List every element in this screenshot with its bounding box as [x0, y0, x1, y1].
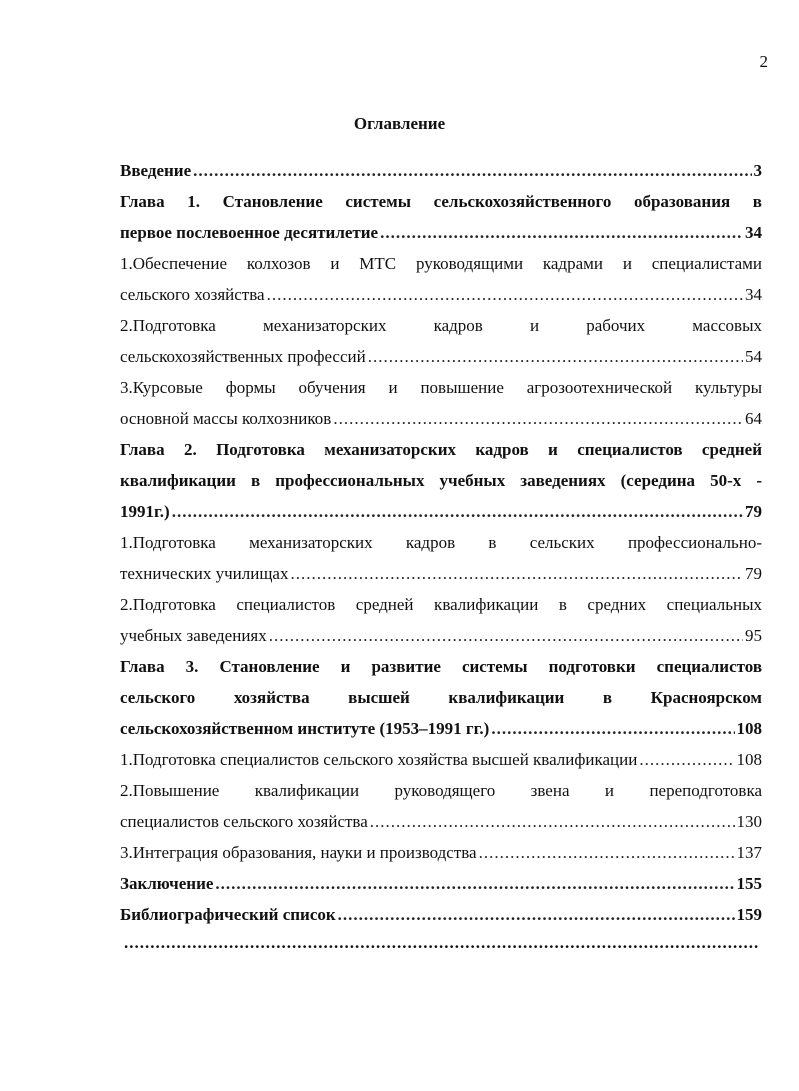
toc-entry-final-line [120, 744, 762, 775]
toc-page-number: 3 [753, 161, 762, 180]
toc-entry-line: квалификации в профессиональных учебных заведениях (середина 50-х - [120, 471, 762, 490]
toc-entry[interactable] [120, 744, 762, 775]
toc-entry-line: 2.Подготовка механизаторских кадров и рабочих массовых [120, 316, 762, 335]
toc-entry-title: основной массы колхозников [120, 409, 332, 428]
toc-entry[interactable] [120, 372, 762, 434]
toc-entry-line: 3.Курсовые формы обучения и повышение агрозоотехнической культуры [120, 378, 762, 397]
toc-page-number: 155 [736, 874, 762, 893]
toc-page-number: 79 [745, 564, 762, 583]
toc-page-number: 64 [745, 409, 762, 428]
dot-leader [290, 558, 743, 589]
toc-entry[interactable] [120, 155, 762, 186]
dot-leader [338, 899, 735, 930]
toc-entry-line: 2.Повышение квалификации руководящего звена и переподготовка [120, 781, 762, 800]
toc-entry-final-line [120, 279, 762, 310]
dot-leader [333, 403, 743, 434]
toc-page-number: 108 [736, 719, 762, 738]
toc-page-number: 130 [736, 812, 762, 831]
toc-entry[interactable] [120, 248, 762, 310]
toc-entry-title: Библиографический список [120, 905, 336, 924]
toc-entry-final-line [120, 837, 762, 868]
toc-entry[interactable] [120, 527, 762, 589]
dot-leader [215, 868, 734, 899]
toc-entry-line: 2.Подготовка специалистов средней квалификации в средних специальных [120, 595, 762, 614]
toc-entry-final-line [120, 806, 762, 837]
dot-leader [491, 713, 734, 744]
toc-entry-title: учебных заведениях [120, 626, 267, 645]
dot-leader [172, 496, 743, 527]
toc-entry-final-line [120, 403, 762, 434]
toc-entry-line: 1.Подготовка механизаторских кадров в сельских профессионально- [120, 533, 762, 552]
toc-entry-final-line [120, 341, 762, 372]
page-title: Оглавление [353, 114, 446, 133]
toc-entry-line: 1.Обеспечение колхозов и МТС руководящими кадрами и специалистами [120, 254, 762, 273]
trailing-dot-leader [124, 933, 760, 953]
dot-leader [380, 217, 743, 248]
toc-entry[interactable] [120, 310, 762, 372]
toc-entry-final-line [120, 899, 762, 930]
toc-entry-title: 3.Интеграция образования, науки и производства [120, 843, 477, 862]
toc-entry[interactable] [120, 775, 762, 837]
dot-leader [368, 341, 743, 372]
toc-page-number: 79 [745, 502, 762, 521]
toc-entry-final-line [120, 558, 762, 589]
dot-leader [639, 744, 734, 775]
toc-entry-title: технических училищах [120, 564, 289, 583]
toc-entry-title: сельского хозяйства [120, 285, 265, 304]
toc-entry-line: Глава 2. Подготовка механизаторских кадров и специалистов средней [120, 440, 762, 459]
toc-page-number: 54 [745, 347, 762, 366]
toc-entry[interactable] [120, 186, 762, 248]
table-of-contents [120, 155, 762, 930]
toc-entry[interactable] [120, 434, 762, 527]
dot-leader [193, 155, 751, 186]
toc-page-number: 34 [745, 285, 762, 304]
toc-entry-title: Введение [120, 161, 192, 180]
toc-entry-final-line [120, 620, 762, 651]
toc-page-number: 95 [745, 626, 762, 645]
toc-entry-final-line [120, 713, 762, 744]
toc-page-number: 159 [736, 905, 762, 924]
toc-entry-title: Заключение [120, 874, 214, 893]
dot-leader [370, 806, 735, 837]
dot-leader [269, 620, 743, 651]
page-number: 2 [759, 52, 768, 71]
toc-entry-final-line [120, 217, 762, 248]
toc-page-number: 108 [736, 750, 762, 769]
toc-entry[interactable] [120, 589, 762, 651]
toc-entry[interactable] [120, 899, 762, 930]
toc-entry-final-line [120, 868, 762, 899]
toc-entry[interactable] [120, 868, 762, 899]
toc-entry-title: специалистов сельского хозяйства [120, 812, 368, 831]
toc-entry-title: сельскохозяйственном институте (1953–1991 гг.) [120, 719, 490, 738]
toc-page-number: 34 [745, 223, 762, 242]
toc-entry[interactable] [120, 651, 762, 744]
toc-entry-title: 1.Подготовка специалистов сельского хозяйства высшей квалификации [120, 750, 638, 769]
toc-entry-final-line [120, 496, 762, 527]
toc-entry-line: Глава 1. Становление системы сельскохозяйственного образования в [120, 192, 762, 211]
toc-entry-line: сельского хозяйства высшей квалификации в Красноярском [120, 688, 762, 707]
dot-leader [267, 279, 743, 310]
toc-entry[interactable] [120, 837, 762, 868]
dot-leader [479, 837, 735, 868]
toc-entry-title: первое послевоенное десятилетие [120, 223, 379, 242]
toc-entry-line: Глава 3. Становление и развитие системы подготовки специалистов [120, 657, 762, 676]
toc-page-number: 137 [736, 843, 762, 862]
toc-entry-title: сельскохозяйственных профессий [120, 347, 366, 366]
toc-entry-title: 1991г.) [120, 502, 170, 521]
toc-entry-final-line [120, 155, 762, 186]
